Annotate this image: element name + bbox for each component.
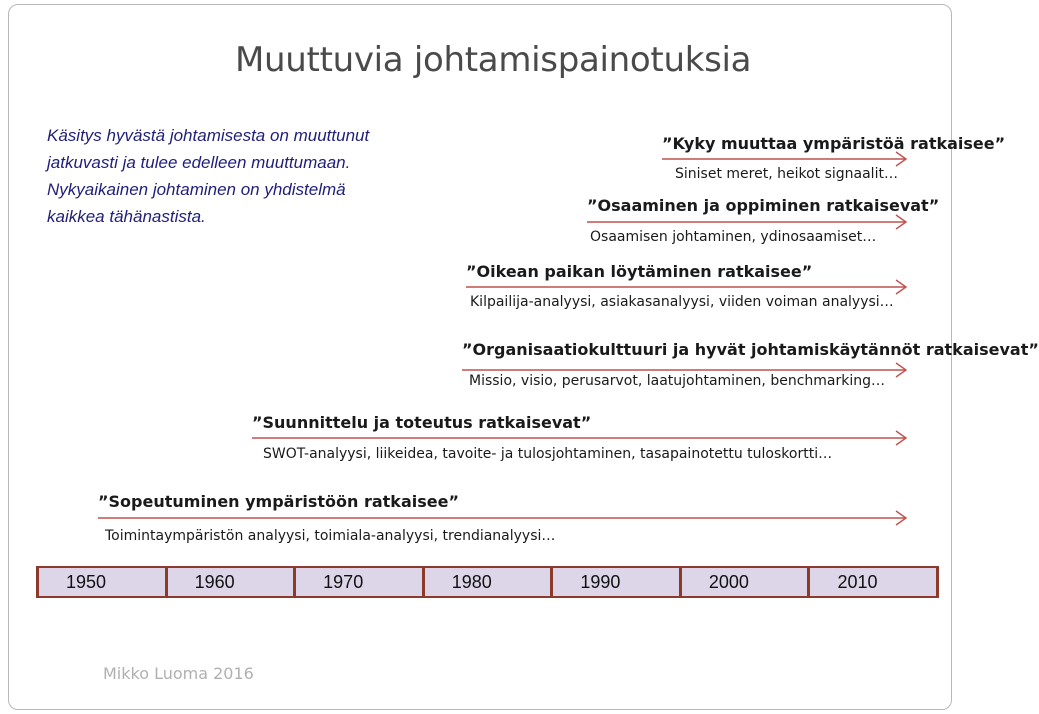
- timeline-1980: 1980: [425, 568, 551, 596]
- arrow-osaaminen: [587, 215, 906, 229]
- timeline-bar: [36, 566, 939, 598]
- author-footer: Mikko Luoma 2016: [103, 664, 254, 683]
- heading-organisaatiokulttuuri: ”Organisaatiokulttuuri ja hyvät johtamiskäytännöt ratkaisevat”: [462, 340, 1039, 359]
- arrow-suunnittelu: [252, 431, 906, 445]
- heading-oikean-paikan: ”Oikean paikan löytäminen ratkaisee”: [466, 262, 813, 281]
- arrow-sopeutuminen: [98, 511, 906, 525]
- timeline-2010: 2010: [810, 568, 936, 596]
- arrow-oikean-paikan: [466, 280, 906, 294]
- timeline-2000: 2000: [682, 568, 808, 596]
- timeline-1970: 1970: [296, 568, 422, 596]
- heading-osaaminen: ”Osaaminen ja oppiminen ratkaisevat”: [587, 196, 940, 215]
- heading-sopeutuminen: ”Sopeutuminen ympäristöön ratkaisee”: [98, 492, 459, 511]
- slide-title: Muuttuvia johtamispainotuksia: [235, 40, 752, 80]
- intro-line-3: Nykyaikainen johtaminen on yhdistelmä: [47, 180, 346, 199]
- timeline-1950: 1950: [39, 568, 165, 596]
- arrow-kyky: [662, 152, 906, 166]
- sub-oikean-paikan: Kilpailija-analyysi, asiakasanalyysi, viiden voiman analyysi…: [470, 294, 894, 310]
- intro-line-4: kaikkea tähänastista.: [47, 207, 206, 226]
- sub-sopeutuminen: Toimintaympäristön analyysi, toimiala-analyysi, trendianalyysi…: [105, 528, 556, 544]
- sub-suunnittelu: SWOT-analyysi, liikeidea, tavoite- ja tulosjohtaminen, tasapainotettu tuloskortti…: [263, 446, 833, 462]
- sub-kyky: Siniset meret, heikot signaalit…: [675, 166, 898, 182]
- intro-line-1: Käsitys hyvästä johtamisesta on muuttunut: [47, 126, 370, 145]
- sub-organisaatiokulttuuri: Missio, visio, perusarvot, laatujohtaminen, benchmarking…: [469, 373, 886, 389]
- timeline-1990: 1990: [553, 568, 679, 596]
- timeline-1960: 1960: [168, 568, 294, 596]
- heading-kyky: ”Kyky muuttaa ympäristöä ratkaisee”: [662, 134, 1006, 153]
- sub-osaaminen: Osaamisen johtaminen, ydinosaamiset…: [590, 229, 877, 245]
- heading-suunnittelu: ”Suunnittelu ja toteutus ratkaisevat”: [252, 413, 592, 432]
- intro-line-2: jatkuvasti ja tulee edelleen muuttumaan.: [47, 153, 351, 172]
